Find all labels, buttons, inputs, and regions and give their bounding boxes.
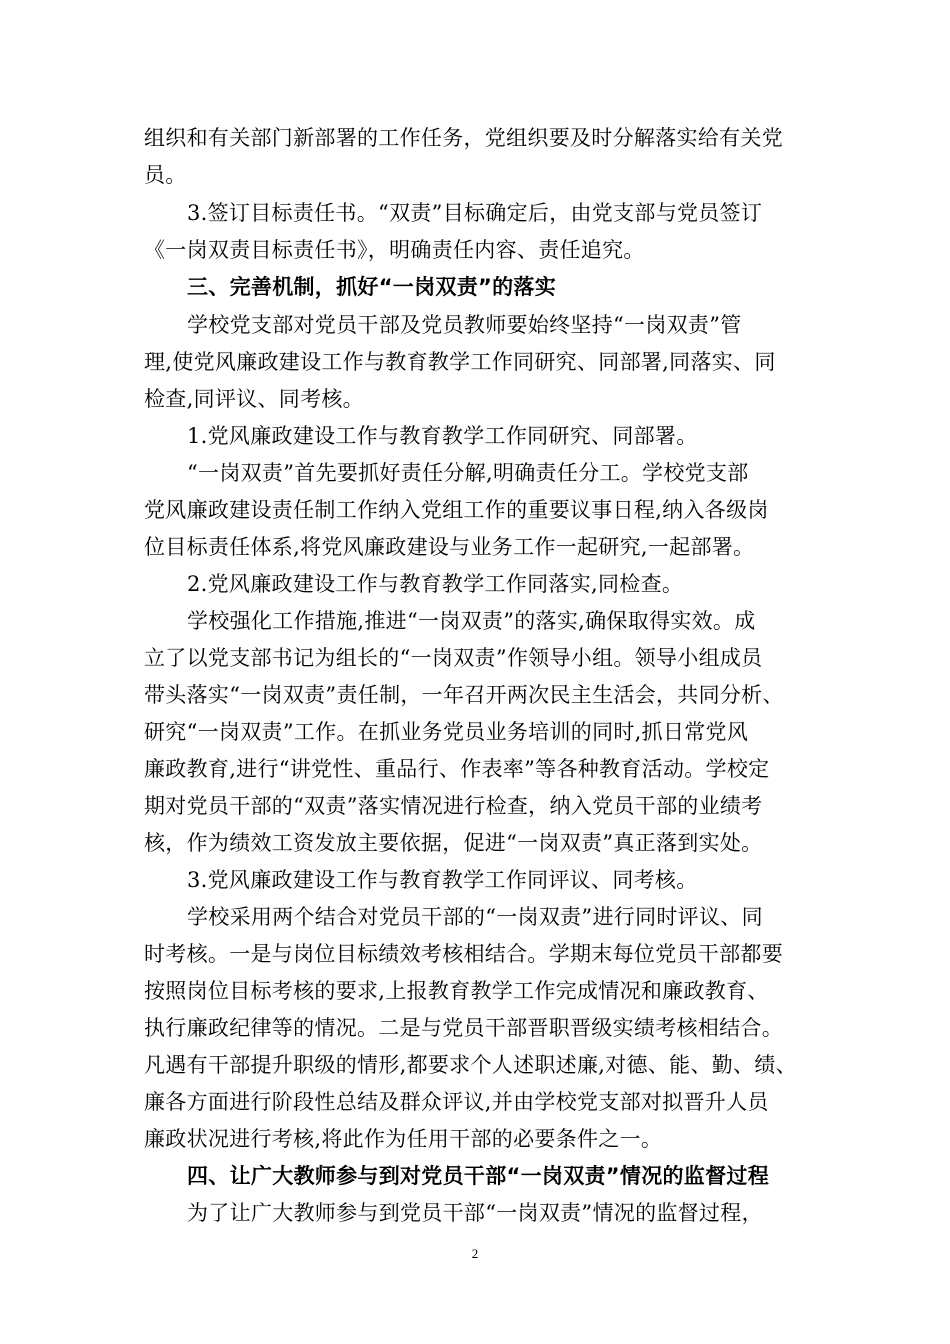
numbered-item: 2.党风廉政建设工作与教育教学工作同落实,同检查。 xyxy=(187,572,684,596)
body-text-line: 时考核。一是与岗位目标绩效考核相结合。学期末每位党员干部都要 xyxy=(144,942,783,966)
paragraph-start: 为了让广大教师参与到党员干部“一岗双责”情况的监督过程， xyxy=(187,1201,763,1225)
section-heading: 三、完善机制，抓好“一岗双责”的落实 xyxy=(187,275,557,299)
body-text-line: 检查,同评议、同考核。 xyxy=(144,387,364,411)
body-text-line: 核，作为绩效工资发放主要依据，促进“一岗双责”真正落到实处。 xyxy=(144,831,763,855)
body-text-line: 组织和有关部门新部署的工作任务，党组织要及时分解落实给有关党 xyxy=(144,126,783,150)
body-text-line: 带头落实“一岗双责”责任制，一年召开两次民主生活会，共同分析、 xyxy=(144,683,784,707)
section-heading: 四、让广大教师参与到对党员干部“一岗双责”情况的监督过程 xyxy=(187,1164,770,1188)
numbered-item: 1.党风廉政建设工作与教育教学工作同研究、同部署。 xyxy=(187,424,698,448)
body-text-line: 位目标责任体系,将党风廉政建设与业务工作一起研究,一起部署。 xyxy=(144,535,755,559)
body-text-line: 廉政教育,进行“讲党性、重品行、作表率”等各种教育活动。学校定 xyxy=(144,757,770,781)
body-text-line: 凡遇有干部提升职级的情形,都要求个人述职述廉,对德、能、勤、绩、 xyxy=(144,1053,797,1077)
paragraph-start: 学校采用两个结合对党员干部的“一岗双责”进行同时评议、同 xyxy=(187,905,763,929)
body-text-line: 立了以党支部书记为组长的“一岗双责”作领导小组。领导小组成员 xyxy=(144,646,763,670)
body-text-line: 党风廉政建设责任制工作纳入党组工作的重要议事日程,纳入各级岗 xyxy=(144,498,769,522)
body-text-line: 廉各方面进行阶段性总结及群众评议,并由学校党支部对拟晋升人员 xyxy=(144,1090,769,1114)
body-text-line: 执行廉政纪律等的情况。二是与党员干部晋职晋级实绩考核相结合。 xyxy=(144,1016,783,1040)
body-text-line: 研究“一岗双责”工作。在抓业务党员业务培训的同时,抓日常党风 xyxy=(144,720,749,744)
numbered-item: 3.党风廉政建设工作与教育教学工作同评议、同考核。 xyxy=(187,868,698,892)
numbered-item: 3.签订目标责任书。“双责”目标确定后，由党支部与党员签订 xyxy=(187,201,763,225)
body-text-line: 员。 xyxy=(144,163,187,187)
paragraph-start: 学校强化工作措施,推进“一岗双责”的落实,确保取得实效。成 xyxy=(187,609,756,633)
paragraph-start: 学校党支部对党员干部及党员教师要始终坚持“一岗双责”管 xyxy=(187,313,742,337)
paragraph-start: “一岗双责”首先要抓好责任分解,明确责任分工。学校党支部 xyxy=(187,461,749,485)
body-text-line: 廉政状况进行考核,将此作为任用干部的必要条件之一。 xyxy=(144,1127,663,1151)
body-text-line: 《一岗双责目标责任书》，明确责任内容、责任追究。 xyxy=(144,238,645,262)
page-number: 2 xyxy=(471,1246,479,1261)
body-text-line: 按照岗位目标考核的要求,上报教育教学工作完成情况和廉政教育、 xyxy=(144,979,769,1003)
body-text-line: 期对党员干部的“双责”落实情况进行检查，纳入党员干部的业绩考 xyxy=(144,794,763,818)
body-text-line: 理,使党风廉政建设工作与教育教学工作同研究、同部署,同落实、同 xyxy=(144,350,776,374)
